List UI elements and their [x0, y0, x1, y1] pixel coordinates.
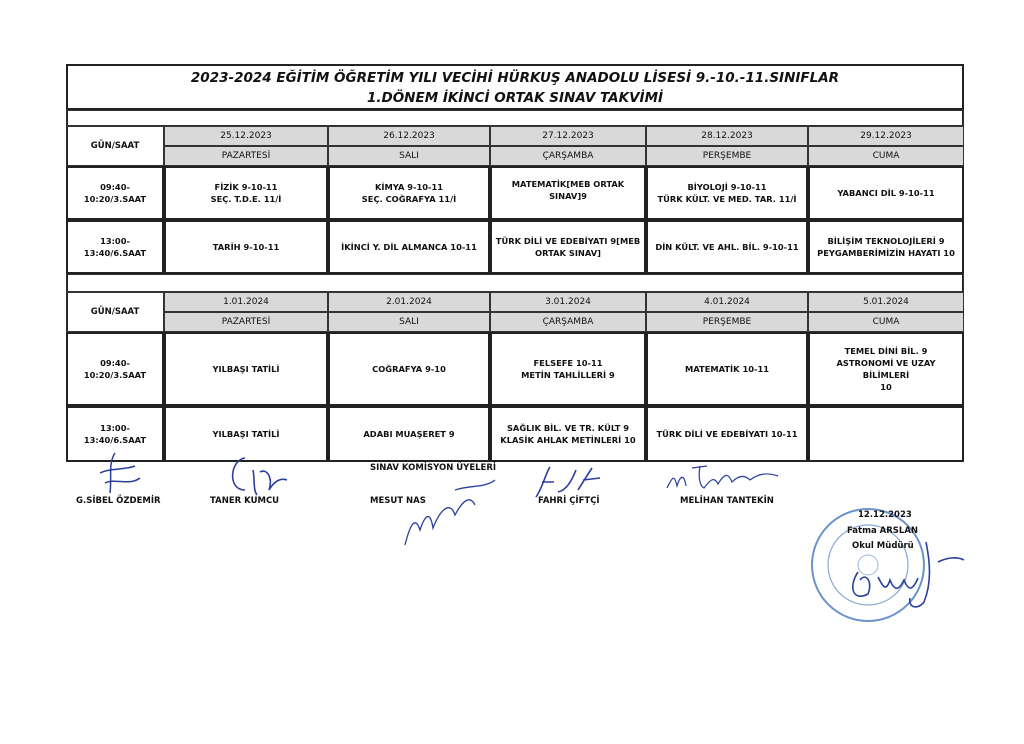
exam-line: ADABI MUAŞERET 9	[363, 429, 455, 439]
exam-line: FİZİK 9-10-11	[214, 182, 278, 192]
spacer-row	[66, 274, 964, 292]
week1-row1-time: 09:40-10:20/3.SAAT	[66, 166, 164, 220]
exam-line: DİN KÜLT. VE AHL. BİL. 9-10-11	[655, 242, 799, 252]
principal-title: Okul Müdürü	[852, 541, 914, 551]
week1-row1-cell-1	[164, 166, 328, 220]
principal-signature	[838, 532, 968, 612]
exam-line: 10	[880, 382, 892, 392]
week1-day-1: PAZARTESİ	[164, 146, 328, 166]
member-name-3: MESUT NAS	[370, 496, 426, 506]
member-name-1: G.SİBEL ÖZDEMİR	[76, 496, 161, 506]
exam-line: SEÇ. T.D.E. 11/İ	[210, 194, 282, 204]
week2-row2-time: 13:00-13:40/6.SAAT	[66, 406, 164, 462]
week1-row1-cell-2	[328, 166, 490, 220]
principal-name: Fatma ARSLAN	[847, 526, 919, 536]
week2-row1-cell-1	[164, 332, 328, 406]
exam-line: METİN TAHLİLLERİ 9	[521, 370, 615, 380]
exam-line: TÜRK DİLİ VE EDEBİYATI 9[MEB	[495, 236, 641, 246]
exam-line: SEÇ. COĞRAFYA 11/İ	[361, 194, 457, 204]
week2-row2-cell-2	[328, 406, 490, 462]
week1-row1-cell-5	[808, 166, 964, 220]
exam-line: BİLİŞİM TEKNOLOJİLERİ 9	[827, 236, 945, 246]
spacer-row	[66, 110, 964, 126]
week2-day-1: PAZARTESİ	[164, 312, 328, 332]
exam-line: MATEMATİK 10-11	[685, 364, 769, 374]
exam-line: YILBAŞI TATİLİ	[212, 364, 280, 374]
week1-row2-cell-1	[164, 220, 328, 274]
week2-row1-cell-2	[328, 332, 490, 406]
exam-line: TÜRK KÜLT. VE MED. TAR. 11/İ	[657, 194, 797, 204]
week1-header-label: GÜN/SAAT	[66, 126, 164, 166]
week1-date-3: 27.12.2023	[490, 126, 646, 146]
week1-row1-cell-3	[490, 166, 646, 220]
week1-row2-cell-2	[328, 220, 490, 274]
title-line-1: 2023-2024 EĞİTİM ÖĞRETİM YILI VECİHİ HÜRKUŞ ANADOLU LİSESİ 9.-10.-11.SINIFLAR	[190, 70, 840, 86]
week2-day-2: SALI	[328, 312, 490, 332]
week1-day-2: SALI	[328, 146, 490, 166]
week1-date-1: 25.12.2023	[164, 126, 328, 146]
signature-3	[395, 470, 505, 550]
signature-5	[662, 458, 792, 498]
exam-line: TÜRK DİLİ VE EDEBİYATI 10-11	[656, 429, 798, 439]
week1-date-2: 26.12.2023	[328, 126, 490, 146]
exam-line: ORTAK SINAV]	[535, 248, 601, 258]
exam-line: FELSEFE 10-11	[533, 358, 603, 368]
week1-row2-cell-5	[808, 220, 964, 274]
week2-date-2: 2.01.2024	[328, 292, 490, 312]
exam-line: PEYGAMBERİMİZİN HAYATI 10	[817, 248, 955, 258]
exam-line: KİMYA 9-10-11	[374, 182, 444, 192]
week2-date-4: 4.01.2024	[646, 292, 808, 312]
week2-day-4: PERŞEMBE	[646, 312, 808, 332]
committee-heading: SINAV KOMİSYON ÜYELERİ	[370, 463, 497, 473]
week2-day-3: ÇARŞAMBA	[490, 312, 646, 332]
week1-day-4: PERŞEMBE	[646, 146, 808, 166]
exam-line: SAĞLIK BİL. VE TR. KÜLT 9	[506, 423, 630, 433]
member-name-5: MELİHAN TANTEKİN	[680, 496, 774, 506]
week2-row1-cell-4	[646, 332, 808, 406]
exam-line: SINAV]9	[549, 191, 587, 201]
week2-date-5: 5.01.2024	[808, 292, 964, 312]
week1-date-5: 29.12.2023	[808, 126, 964, 146]
week2-row1-time: 09:40-10:20/3.SAAT	[66, 332, 164, 406]
week1-row2-time: 13:00-13:40/6.SAAT	[66, 220, 164, 274]
week2-header-label: GÜN/SAAT	[66, 292, 164, 332]
principal-date: 12.12.2023	[858, 510, 912, 520]
exam-line: TEMEL DİNİ BİL. 9	[844, 346, 928, 356]
week2-date-1: 1.01.2024	[164, 292, 328, 312]
signature-1	[90, 448, 150, 498]
exam-line: MATEMATİK[MEB ORTAK	[511, 179, 625, 189]
week1-row1-cell-4	[646, 166, 808, 220]
exam-line: ASTRONOMİ VE UZAY BİLİMLERİ	[836, 358, 936, 380]
week2-row2-cell-3	[490, 406, 646, 462]
week2-date-3: 3.01.2024	[490, 292, 646, 312]
week1-row2-cell-4	[646, 220, 808, 274]
week1-row2-cell-3	[490, 220, 646, 274]
exam-line: YILBAŞI TATİLİ	[212, 429, 280, 439]
exam-line: İKİNCİ Y. DİL ALMANCA 10-11	[341, 242, 477, 252]
week2-row1-cell-5	[808, 332, 964, 406]
exam-line: TARİH 9-10-11	[212, 242, 280, 252]
title-line-2: 1.DÖNEM İKİNCİ ORTAK SINAV TAKVİMİ	[366, 90, 664, 106]
week1-day-3: ÇARŞAMBA	[490, 146, 646, 166]
week2-row1-cell-3	[490, 332, 646, 406]
signature-2	[215, 450, 295, 500]
member-name-4: FAHRİ ÇİFTÇİ	[538, 496, 600, 506]
exam-line: KLASİK AHLAK METİNLERİ 10	[500, 435, 636, 445]
exam-line: YABANCI DİL 9-10-11	[837, 188, 935, 198]
week2-row2-cell-5	[808, 406, 964, 462]
week2-row2-cell-4	[646, 406, 808, 462]
exam-line: COĞRAFYA 9-10	[372, 364, 446, 374]
week1-day-5: CUMA	[808, 146, 964, 166]
week1-date-4: 28.12.2023	[646, 126, 808, 146]
week2-day-5: CUMA	[808, 312, 964, 332]
member-name-2: TANER KUMCU	[210, 496, 280, 506]
exam-line: BİYOLOJİ 9-10-11	[687, 182, 767, 192]
